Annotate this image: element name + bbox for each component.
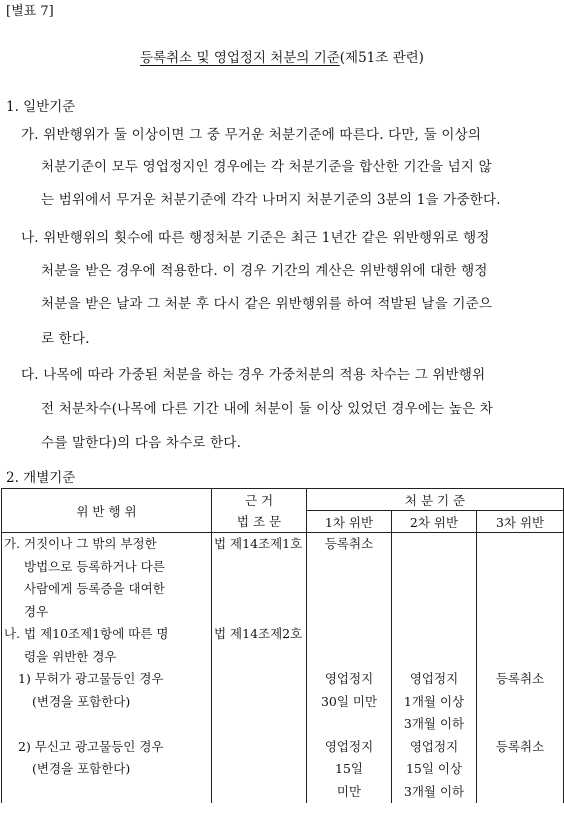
violation-line: 1) 무허가 광고물등인 경우 xyxy=(18,671,164,686)
paragraph-line: 로 한다. xyxy=(41,331,90,347)
paragraph-line: 가. 위반행위가 둘 이상이면 그 중 무거운 처분기준에 따른다. 다만, 둘 이상의 xyxy=(21,127,482,143)
section1-heading: 1. 일반기준 xyxy=(6,99,76,115)
document-title xyxy=(0,46,564,66)
cell-line: 미만 xyxy=(336,783,362,799)
violation-line: 령을 위반한 경우 xyxy=(24,648,117,664)
violation-line: 사람에게 등록증을 대여한 xyxy=(24,581,165,596)
paragraph-line: 처분을 받은 경우에 적용한다. 이 경우 기간의 계산은 위반행위에 대한 행정 xyxy=(41,263,488,279)
cell-line: 30일 미만 xyxy=(320,693,378,709)
violation-line: 2) 무신고 광고물등인 경우 xyxy=(18,738,164,754)
violation-cell xyxy=(2,668,212,736)
header-criteria: 처 분 기 준 xyxy=(307,489,564,511)
cell-line: 영업정지 xyxy=(324,738,374,754)
first-violation-cell: 등록취소 xyxy=(307,533,392,624)
second-violation-cell xyxy=(392,736,477,804)
violation-cell xyxy=(2,736,212,804)
violation-line: 나. 법 제10조제1항에 따른 명 xyxy=(4,626,169,641)
cell-line: 영업정지 xyxy=(409,738,459,754)
third-violation-cell: 등록취소 xyxy=(477,736,564,804)
paragraph-line: 다. 나목에 따라 가중된 처분을 하는 경우 가중처분의 적용 차수는 그 위반행위 xyxy=(21,367,486,383)
violation-line: 경우 xyxy=(24,603,49,619)
paragraph-line: 수를 말한다)의 다음 차수로 한다. xyxy=(41,435,242,451)
table-row xyxy=(2,668,564,736)
first-violation-cell xyxy=(307,623,392,668)
violation-line: 방법으로 등록하거나 다른 xyxy=(24,558,165,574)
basis-cell xyxy=(212,736,307,804)
basis-cell: 법 제14조제2호 xyxy=(212,623,307,668)
paragraph-line: 처분을 받은 날과 그 처분 후 다시 같은 위반행위를 하여 적발된 날을 기준으 xyxy=(41,296,493,312)
third-violation-cell xyxy=(477,533,564,624)
header-basis-line1: 근 거 xyxy=(212,489,307,511)
title-suffix: (제51조 관련) xyxy=(339,50,424,66)
second-violation-cell xyxy=(392,533,477,624)
annex-label: [별표 7] xyxy=(6,4,54,19)
first-violation-cell xyxy=(307,736,392,804)
header-third-violation: 3차 위반 xyxy=(477,511,564,533)
basis-cell: 법 제14조제1호 xyxy=(212,533,307,624)
violation-cell xyxy=(2,623,212,668)
table-row xyxy=(2,623,564,668)
paragraph-line: 나. 위반행위의 횟수에 따른 행정처분 기준은 최근 1년간 같은 위반행위로 행정 xyxy=(21,230,490,246)
table-row xyxy=(2,736,564,804)
violation-line: (변경을 포함한다) xyxy=(32,761,131,776)
cell-line: 영업정지 xyxy=(409,671,459,686)
criteria-table xyxy=(1,488,564,803)
violation-line: 가. 거짓이나 그 밖의 부정한 xyxy=(4,536,157,551)
cell-line: 15일 이상 xyxy=(405,761,463,776)
first-violation-cell xyxy=(307,668,392,736)
violation-line: (변경을 포함한다) xyxy=(32,693,131,709)
table-row xyxy=(2,533,564,624)
paragraph-line: 처분기준이 모두 영업정지인 경우에는 각 처분기준을 합산한 기간을 넘지 않 xyxy=(41,159,492,175)
header-basis-line2: 법 조 문 xyxy=(212,511,307,533)
paragraph-line: 전 처분차수(나목에 다른 기간 내에 처분이 둘 이상 있었던 경우에는 높은 차 xyxy=(41,401,494,417)
second-violation-cell xyxy=(392,623,477,668)
cell-line: 1개월 이상 xyxy=(403,693,465,709)
violation-cell xyxy=(2,533,212,624)
cell-line: 3개월 이하 xyxy=(403,783,465,799)
header-first-violation: 1차 위반 xyxy=(307,511,392,533)
paragraph-line: 는 범위에서 무거운 처분기준에 각각 나머지 처분기준의 3분의 1을 가중한다. xyxy=(41,192,501,208)
cell-line: 15일 xyxy=(335,761,363,776)
cell-line: 3개월 이하 xyxy=(403,716,465,731)
section2-heading: 2. 개별기준 xyxy=(6,470,76,486)
second-violation-cell xyxy=(392,668,477,736)
third-violation-cell xyxy=(477,623,564,668)
third-violation-cell: 등록취소 xyxy=(477,668,564,736)
title-main: 등록취소 및 영업정지 처분의 기준 xyxy=(140,50,340,66)
basis-cell xyxy=(212,668,307,736)
header-second-violation: 2차 위반 xyxy=(392,511,477,533)
header-violation: 위 반 행 위 xyxy=(2,489,212,533)
cell-line: 영업정지 xyxy=(324,671,374,686)
